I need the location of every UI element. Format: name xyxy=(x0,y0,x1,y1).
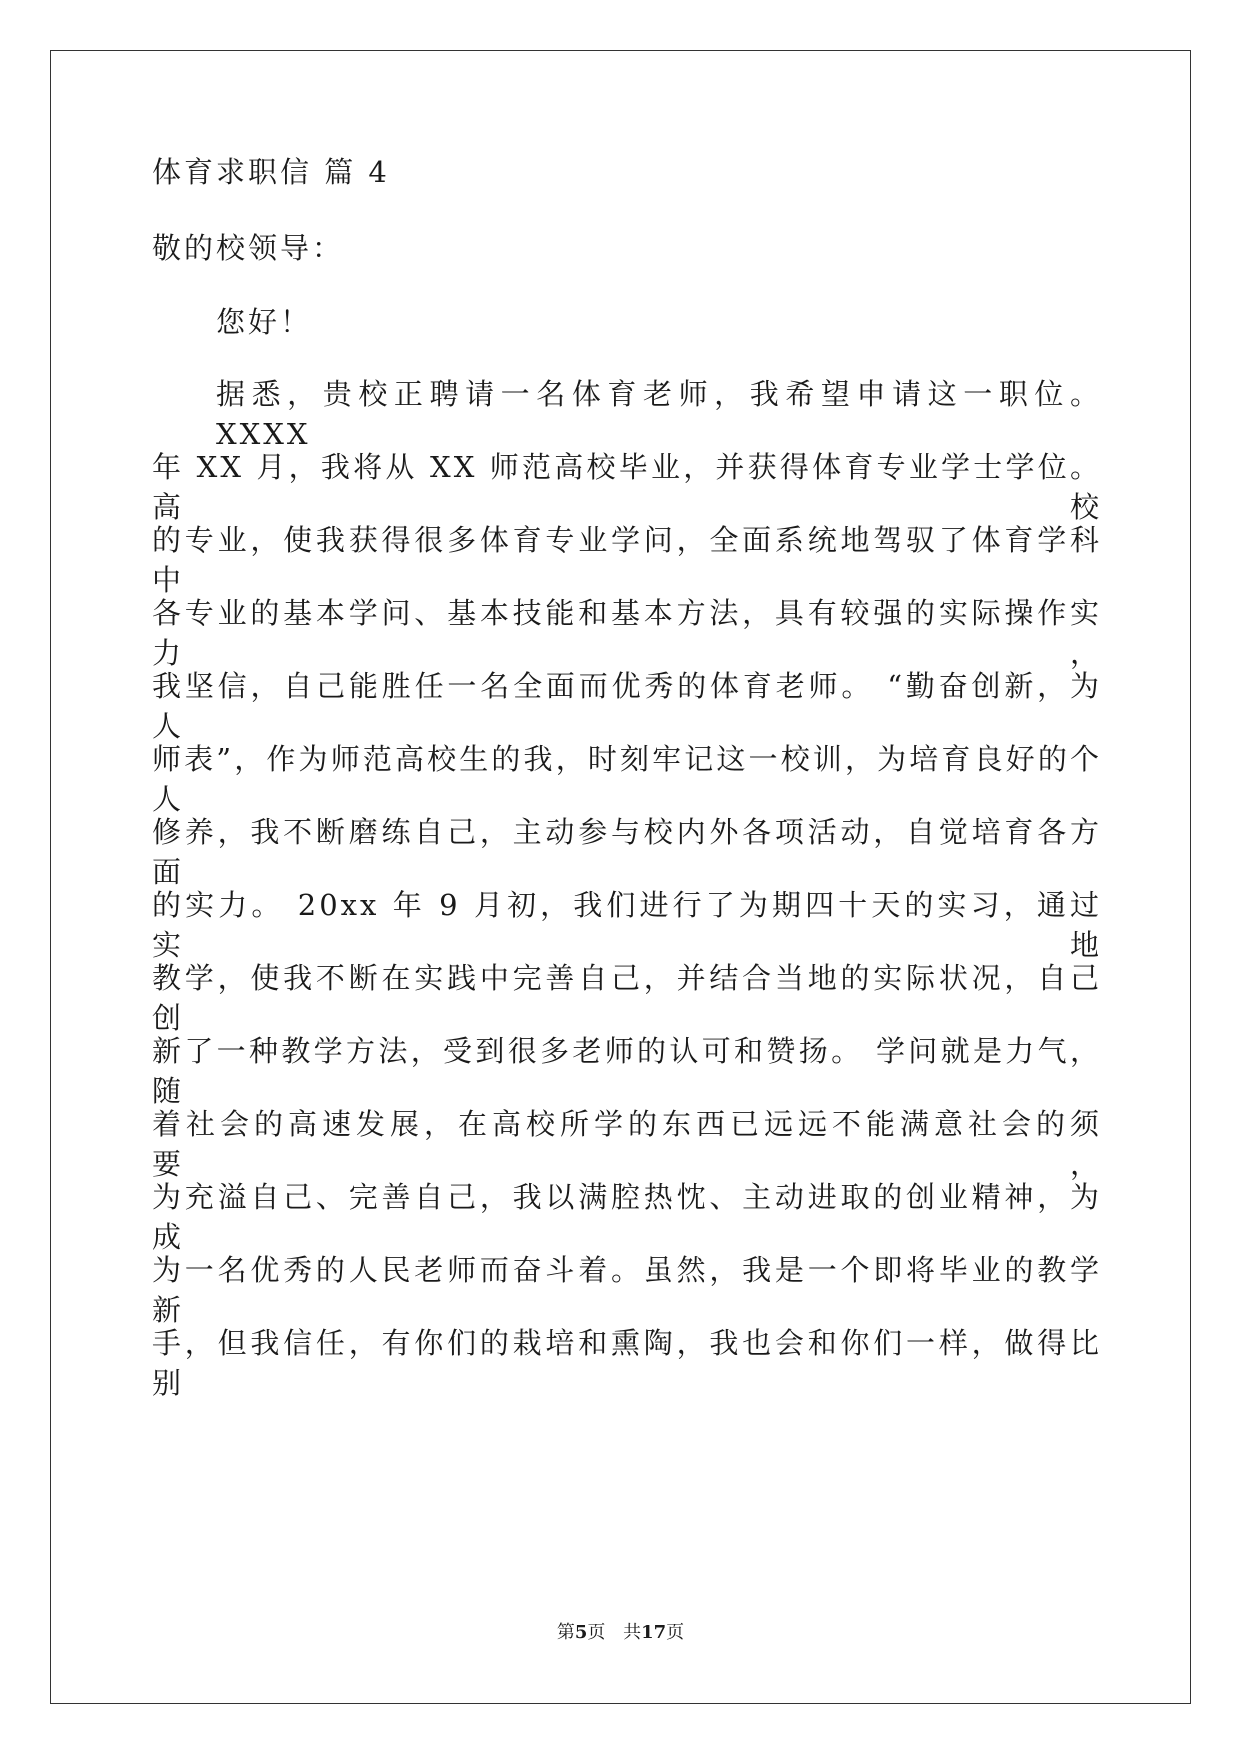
total-page-count: 17 xyxy=(641,1622,667,1643)
total-label-suffix: 页 xyxy=(666,1622,685,1643)
total-pages xyxy=(623,1622,684,1643)
greeting: 您好！ xyxy=(216,305,313,339)
paragraph-line: 的专业，使我获得很多体育专业学问，全面系统地驾驭了体育学科中 xyxy=(152,523,1102,597)
paragraph-line: 年 XX 月，我将从 XX 师范高校毕业，并获得体育专业学士学位。高校 xyxy=(152,450,1102,524)
paragraph-line: 教学，使我不断在实践中完善自己，并结合当地的实际状况，自己创 xyxy=(152,961,1102,1035)
page-footer xyxy=(0,1618,1241,1644)
paragraph-line: 为充溢自己、完善自己，我以满腔热忱、主动进取的创业精神，为成 xyxy=(152,1180,1102,1254)
paragraph-line: 我坚信，自己能胜任一名全面而优秀的体育老师。 “勤奋创新，为人 xyxy=(152,669,1102,743)
paragraph-line: 新了一种教学方法，受到很多老师的认可和赞扬。 学问就是力气，随 xyxy=(152,1034,1102,1108)
page-label-suffix: 页 xyxy=(587,1622,606,1643)
paragraph-line: 各专业的基本学问、基本技能和基本方法，具有较强的实际操作实力， xyxy=(152,596,1102,670)
paragraph-line: 着社会的高速发展，在高校所学的东西已远远不能满意社会的须要， xyxy=(152,1107,1102,1181)
total-label-prefix: 共 xyxy=(623,1622,642,1643)
current-page: 5 xyxy=(574,1622,588,1643)
document-heading: 体育求职信 篇 4 xyxy=(152,155,390,189)
paragraph-line: 为一名优秀的人民老师而奋斗着。虽然，我是一个即将毕业的教学新 xyxy=(152,1253,1102,1327)
paragraph-line: 据悉，贵校正聘请一名体育老师，我希望申请这一职位。 XXXX xyxy=(216,377,1102,451)
paragraph-line: 修养，我不断磨练自己，主动参与校内外各项活动，自觉培育各方面 xyxy=(152,815,1102,889)
paragraph-line: 手，但我信任，有你们的栽培和熏陶，我也会和你们一样，做得比别 xyxy=(152,1326,1102,1400)
paragraph-line: 的实力。 20xx 年 9 月初，我们进行了为期四十天的实习，通过实地 xyxy=(152,888,1102,962)
salutation: 敬的校领导： xyxy=(152,231,345,265)
page-number xyxy=(557,1622,606,1643)
page-label-prefix: 第 xyxy=(556,1622,575,1643)
paragraph-line: 师表”，作为师范高校生的我，时刻牢记这一校训，为培育良好的个人 xyxy=(152,742,1102,816)
